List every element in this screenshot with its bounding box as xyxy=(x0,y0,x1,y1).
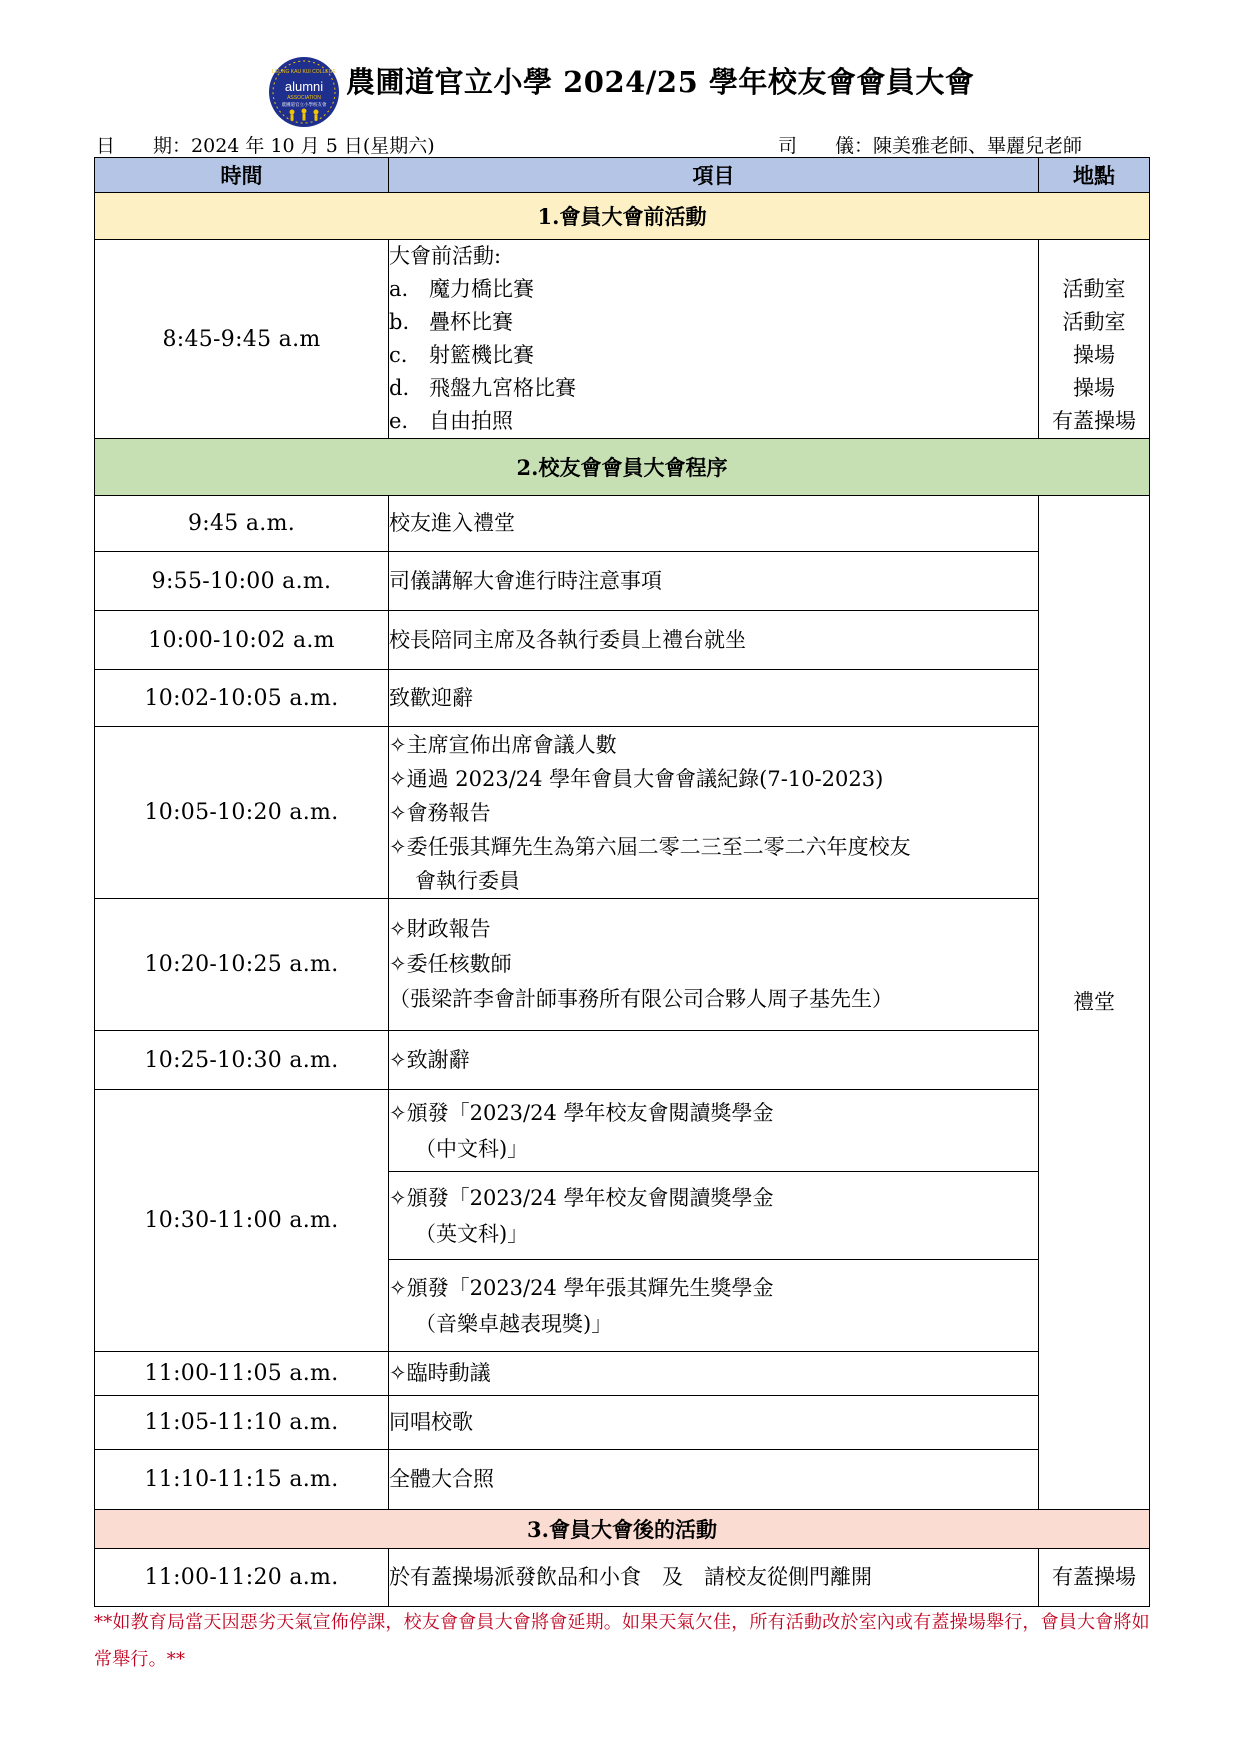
time-cell: 8:45-9:45 a.m xyxy=(95,240,389,439)
award-line: ✧頒發「2023/24 學年校友會閱讀獎學金 xyxy=(389,1185,774,1210)
item-line: ✧財政報告 xyxy=(389,917,491,941)
location-cell xyxy=(1039,240,1150,439)
activity-item: a. 魔力橋比賽 xyxy=(389,277,534,301)
item-line: ✧通過 2023/24 學年會員大會會議紀錄(7-10-2023) xyxy=(389,766,884,791)
item-cell xyxy=(389,899,1039,1031)
section2-title: 2.校友會會員大會程序 xyxy=(95,439,1150,496)
award-line: （英文科)」 xyxy=(415,1221,529,1246)
award-cell xyxy=(389,1260,1039,1352)
table-row xyxy=(95,1090,1150,1172)
location-cell: 有蓋操場 xyxy=(1039,1549,1150,1607)
item-cell: 致歡迎辭 xyxy=(389,670,1039,727)
header-location: 地點 xyxy=(1039,158,1150,193)
item-cell: 全體大合照 xyxy=(389,1450,1039,1510)
item-cell xyxy=(389,727,1039,899)
activity-item: b. 疊杯比賽 xyxy=(389,310,513,334)
item-line: ✧主席宣佈出席會議人數 xyxy=(389,732,617,757)
logo-text-main: alumni xyxy=(284,79,324,94)
date-info xyxy=(96,131,435,158)
item-line: （張梁許李會計師事務所有限公司合夥人周子基先生） xyxy=(389,987,893,1011)
table-row xyxy=(95,496,1150,552)
activity-location: 操場 xyxy=(1073,376,1115,400)
award-line: ✧頒發「2023/24 學年張其輝先生獎學金 xyxy=(389,1275,774,1300)
header-time: 時間 xyxy=(95,158,389,193)
section-row xyxy=(95,439,1150,496)
time-cell: 9:55-10:00 a.m. xyxy=(95,552,389,611)
time-cell: 10:25-10:30 a.m. xyxy=(95,1031,389,1090)
table-header-row xyxy=(95,158,1150,193)
activity-item: c. 射籃機比賽 xyxy=(389,343,534,367)
table-row xyxy=(95,552,1150,611)
mc-value: 陳美雅老師、畢麗兒老師 xyxy=(873,135,1083,157)
activity-location: 有蓋操場 xyxy=(1052,409,1136,433)
item-cell: ✧致謝辭 xyxy=(389,1031,1039,1090)
activity-item: d. 飛盤九宮格比賽 xyxy=(389,376,576,400)
award-line: （中文科)」 xyxy=(415,1136,529,1161)
logo-text-chinese: 農圃道官立小學校友會 xyxy=(281,103,327,108)
time-cell: 11:00-11:20 a.m. xyxy=(95,1549,389,1607)
item-line: ✧會務報告 xyxy=(389,800,491,825)
activities-intro: 大會前活動: xyxy=(389,244,502,268)
time-cell: 11:10-11:15 a.m. xyxy=(95,1450,389,1510)
time-cell: 10:02-10:05 a.m. xyxy=(95,670,389,727)
page-header xyxy=(0,44,1241,134)
section-row xyxy=(95,1510,1150,1549)
time-cell: 9:45 a.m. xyxy=(95,496,389,552)
item-cell: 同唱校歌 xyxy=(389,1396,1039,1450)
item-cell: 校長陪同主席及各執行委員上禮台就坐 xyxy=(389,611,1039,670)
alumni-logo xyxy=(268,56,340,128)
award-line: ✧頒發「2023/24 學年校友會閱讀獎學金 xyxy=(389,1100,774,1125)
award-cell xyxy=(389,1090,1039,1172)
item-line: ✧委任張其輝先生為第六屆二零二三至二零二六年度校友 xyxy=(389,834,911,859)
hall-location-cell: 禮堂 xyxy=(1039,496,1150,1510)
item-cell: ✧臨時動議 xyxy=(389,1352,1039,1396)
mc-label: 司 儀： xyxy=(778,135,874,157)
item-line: ✧委任核數師 xyxy=(389,952,512,976)
logo-text-sub: ASSOCIATION xyxy=(287,95,321,101)
section-row xyxy=(95,193,1150,240)
table-row xyxy=(95,240,1150,439)
table-row xyxy=(95,1396,1150,1450)
table-row xyxy=(95,899,1150,1031)
item-cell: 校友進入禮堂 xyxy=(389,496,1039,552)
activity-location: 操場 xyxy=(1073,343,1115,367)
table-row xyxy=(95,1352,1150,1396)
table-row xyxy=(95,727,1150,899)
item-cell: 司儀講解大會進行時注意事項 xyxy=(389,552,1039,611)
page-title: 農圃道官立小學 2024/25 學年校友會會員大會 xyxy=(346,65,975,99)
table-row xyxy=(95,1450,1150,1510)
item-line: 會執行委員 xyxy=(415,868,520,893)
award-cell xyxy=(389,1172,1039,1260)
time-cell: 11:05-11:10 a.m. xyxy=(95,1396,389,1450)
header-item: 項目 xyxy=(389,158,1039,193)
table-row xyxy=(95,1549,1150,1607)
activity-location: 活動室 xyxy=(1062,310,1126,334)
table-row xyxy=(95,1031,1150,1090)
date-label: 日 期： xyxy=(96,135,192,157)
activity-location: 活動室 xyxy=(1062,277,1126,301)
date-value: 2024 年 10 月 5 日(星期六) xyxy=(191,135,435,157)
time-cell: 10:05-10:20 a.m. xyxy=(95,727,389,899)
schedule-table xyxy=(94,157,1150,1607)
time-cell: 11:00-11:05 a.m. xyxy=(95,1352,389,1396)
item-cell: 於有蓋操場派發飲品和小食 及 請校友從側門離開 xyxy=(389,1549,1039,1607)
item-cell xyxy=(389,240,1039,439)
section1-title: 1.會員大會前活動 xyxy=(95,193,1150,240)
table-row xyxy=(95,611,1150,670)
mc-info xyxy=(778,131,1082,158)
award-line: （音樂卓越表現獎)」 xyxy=(415,1311,613,1336)
logo-text-top: LEUNG KAU KUI COLLEGE xyxy=(272,69,336,75)
time-cell: 10:00-10:02 a.m xyxy=(95,611,389,670)
weather-note: **如教育局當天因惡劣天氣宣佈停課，校友會會員大會將會延期。如果天氣欠佳，所有活動改於室內或有蓋操場舉行，會員大會將如常舉行。** xyxy=(94,1612,1150,1670)
time-cell: 10:20-10:25 a.m. xyxy=(95,899,389,1031)
activity-item: e. 自由拍照 xyxy=(389,409,513,433)
table-row xyxy=(95,670,1150,727)
section3-title: 3.會員大會後的活動 xyxy=(95,1510,1150,1549)
time-cell: 10:30-11:00 a.m. xyxy=(95,1090,389,1352)
